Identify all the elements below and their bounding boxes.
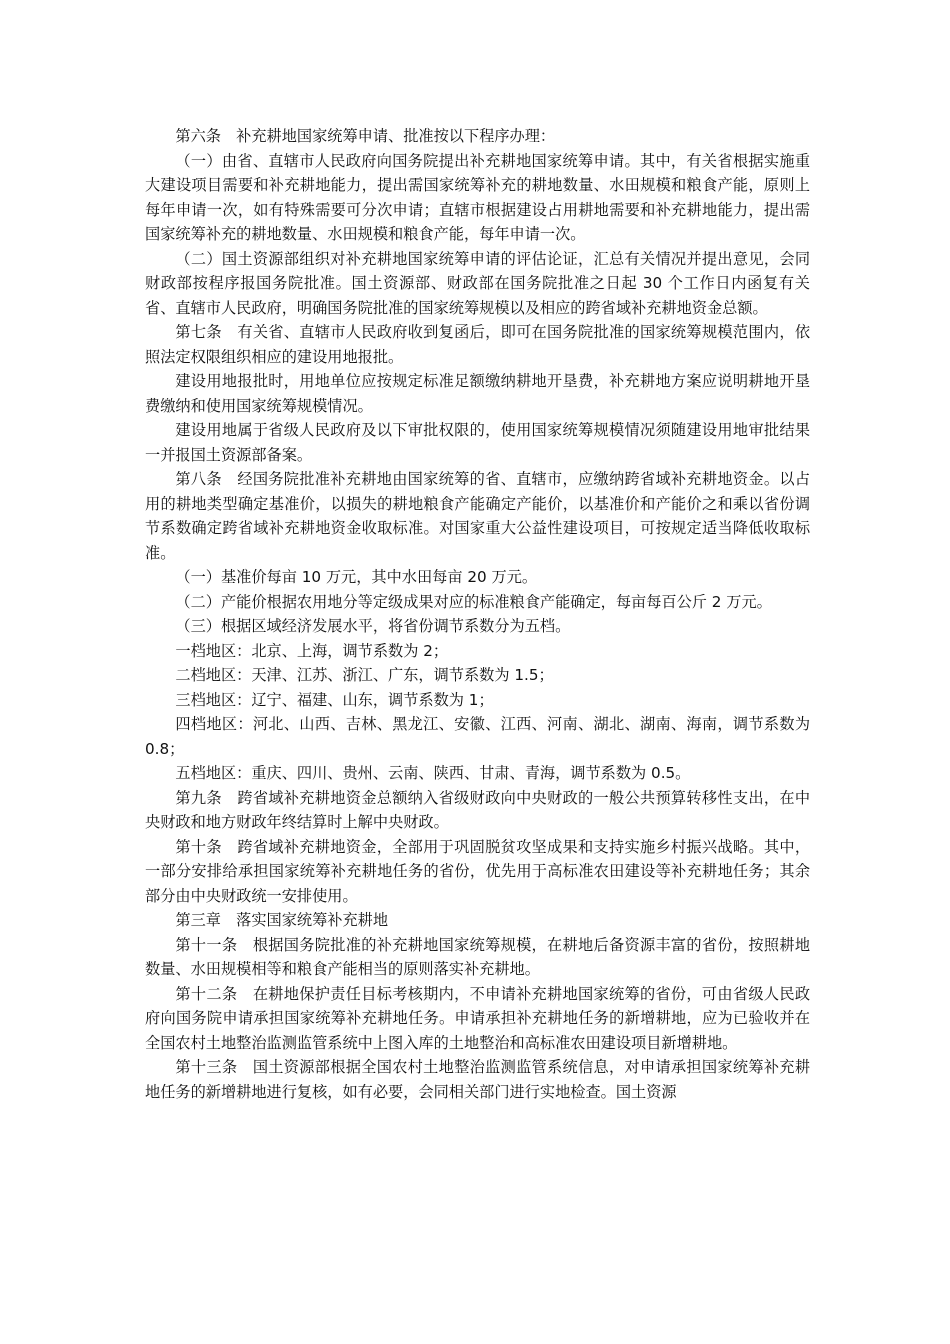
tier-2-regions: 二档地区：天津、江苏、浙江、广东，调节系数为 1.5； (175, 666, 554, 684)
tier-1-regions: 一档地区：北京、上海，调节系数为 2； (175, 641, 449, 660)
tier-3-regions: 三档地区：辽宁、福建、山东，调节系数为 1； (175, 690, 494, 709)
article-6-item-1: （一）由省、直辖市人民政府向国务院提出补充耕地国家统筹申请。其中，有关省根据实施重大建设项目需要和补充耕地能力，提出需国家统筹补充的耕地数量、水田规模和粮食产能，原则上每年申请一次，如有特殊需要可分次申请；直辖市根据建设占用耕地需要和补充耕地能力，提出需国家统筹补充的耕地数量、水田规模和粮食产能，每年申请一次。 (145, 151, 810, 243)
article-8-item-1: （一）基准价每亩 10 万元，其中水田每亩 20 万元。 (175, 568, 538, 586)
document-body (145, 124, 810, 1104)
article-12: 第十二条 在耕地保护责任目标考核期内，不申请补充耕地国家统筹的省份，可由省级人民政府向国务院申请承担国家统筹补充耕地任务。申请承担补充耕地任务的新增耕地，应为已验收并在全国农村土地整治监测监管系统中上图入库的土地整治和高标准农田建设项目新增耕地。 (145, 984, 810, 1052)
tier-5-regions: 五档地区：重庆、四川、贵州、云南、陕西、甘肃、青海，调节系数为 0.5。 (175, 764, 691, 782)
article-8-item-3: （三）根据区域经济发展水平，将省份调节系数分为五档。 (175, 617, 571, 635)
article-8-item-2: （二）产能价根据农用地分等定级成果对应的标准粮食产能确定，每亩每百公斤 2 万元。 (175, 592, 772, 611)
article-9: 第九条 跨省域补充耕地资金总额纳入省级财政向中央财政的一般公共预算转移性支出，在中央财政和地方财政年终结算时上解中央财政。 (145, 788, 810, 831)
article-10: 第十条 跨省域补充耕地资金，全部用于巩固脱贫攻坚成果和支持实施乡村振兴战略。其中，一部分安排给承担国家统筹补充耕地任务的省份，优先用于高标准农田建设等补充耕地任务；其余部分由中央财政统一安排使用。 (145, 837, 810, 905)
article-7-paragraph-3: 建设用地属于省级人民政府及以下审批权限的，使用国家统筹规模情况须随建设用地审批结果一并报国土资源部备案。 (145, 421, 810, 464)
article-13: 第十三条 国土资源部根据全国农村土地整治监测监管系统信息，对申请承担国家统筹补充耕地任务的新增耕地进行复核，如有必要，会同相关部门进行实地检查。国土资源 (145, 1058, 810, 1101)
article-11: 第十一条 根据国务院批准的补充耕地国家统筹规模，在耕地后备资源丰富的省份，按照耕地数量、水田规模相等和粮食产能相当的原则落实补充耕地。 (145, 935, 810, 978)
tier-4-regions: 四档地区：河北、山西、吉林、黑龙江、安徽、江西、河南、湖北、湖南、海南，调节系数为 0.8； (145, 715, 810, 758)
article-8: 第八条 经国务院批准补充耕地由国家统筹的省、直辖市，应缴纳跨省域补充耕地资金。以占用的耕地类型确定基准价，以损失的耕地粮食产能确定产能价，以基准价和产能价之和乘以省份调节系数确定跨省域补充耕地资金收取标准。对国家重大公益性建设项目，可按规定适当降低收取标准。 (145, 470, 810, 562)
article-7: 第七条 有关省、直辖市人民政府收到复函后，即可在国务院批准的国家统筹规模范围内，依照法定权限组织相应的建设用地报批。 (145, 323, 810, 366)
article-6-heading: 第六条 补充耕地国家统筹申请、批准按以下程序办理： (175, 127, 556, 145)
article-6-item-2: （二）国土资源部组织对补充耕地国家统筹申请的评估论证，汇总有关情况并提出意见，会同财政部按程序报国务院批准。国土资源部、财政部在国务院批准之日起 30 个工作日内函复有关省、直辖市人民政府，明确国务院批准的国家统筹规模以及相应的跨省域补充耕地资金总额。 (145, 249, 810, 317)
chapter-3-heading: 第三章 落实国家统筹补充耕地 (175, 911, 389, 929)
article-7-paragraph-2: 建设用地报批时，用地单位应按规定标准足额缴纳耕地开垦费，补充耕地方案应说明耕地开垦费缴纳和使用国家统筹规模情况。 (145, 372, 810, 415)
